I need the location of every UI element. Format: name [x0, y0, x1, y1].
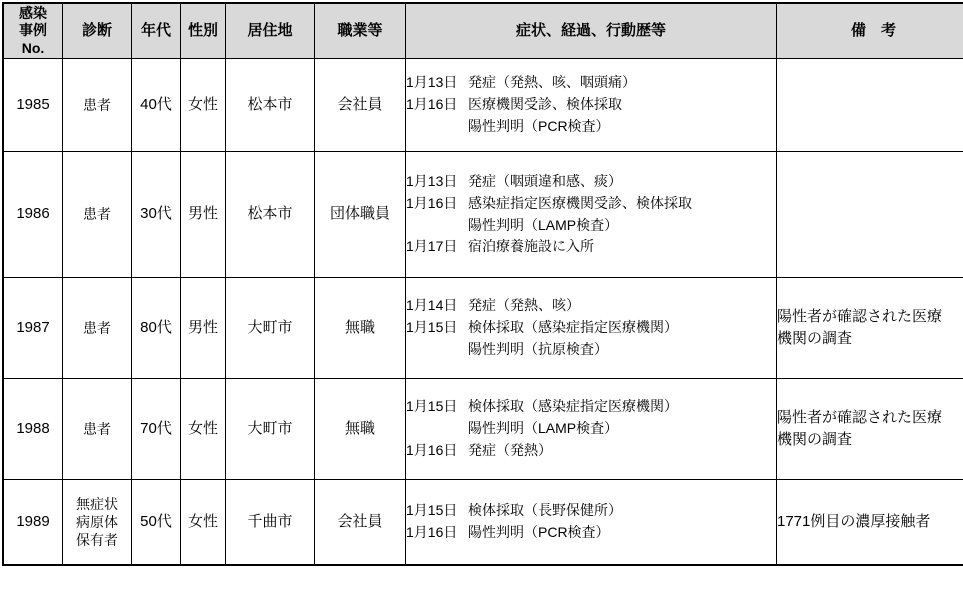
event-date: 1月15日	[406, 317, 468, 339]
diagnosis-line: 患者	[63, 319, 131, 337]
note-line: 機関の調査	[777, 429, 963, 452]
cell-residence: 千曲市	[226, 480, 315, 566]
event-line	[406, 72, 776, 94]
event-date: 1月16日	[406, 440, 468, 462]
event-date: 1月15日	[406, 500, 468, 522]
event-line	[406, 116, 776, 138]
case-table-sheet	[0, 2, 963, 594]
event-date: 1月14日	[406, 295, 468, 317]
cell-age: 40代	[132, 59, 181, 152]
table-row	[3, 59, 963, 152]
cell-residence: 松本市	[226, 59, 315, 152]
event-date: 1月16日	[406, 94, 468, 116]
event-text: 検体採取（感染症指定医療機関）	[468, 317, 678, 339]
cell-notes	[777, 278, 963, 379]
event-line	[406, 94, 776, 116]
diagnosis-line: 病原体	[63, 513, 131, 531]
diagnosis-line: 患者	[63, 420, 131, 438]
cell-diagnosis	[63, 59, 132, 152]
table-row	[3, 152, 963, 278]
event-text: 陽性判明（抗原検査）	[468, 339, 608, 361]
cell-case-no: 1987	[3, 278, 63, 379]
table-row	[3, 480, 963, 566]
cell-sex: 男性	[181, 278, 226, 379]
diagnosis-line: 保有者	[63, 531, 131, 549]
event-text: 陽性判明（PCR検査）	[468, 116, 610, 138]
event-line	[406, 295, 776, 317]
event-date: 1月16日	[406, 522, 468, 544]
diagnosis-line: 無症状	[63, 495, 131, 513]
cell-occupation: 無職	[315, 379, 406, 480]
cell-symptoms	[406, 59, 777, 152]
column-header-case-no-line1: 感染	[4, 5, 62, 23]
event-text: 宿泊療養施設に入所	[468, 236, 594, 258]
cell-age: 30代	[132, 152, 181, 278]
event-line	[406, 317, 776, 339]
note-line: 1771例目の濃厚接触者	[777, 511, 963, 534]
note-line: 陽性者が確認された医療	[777, 407, 963, 430]
cell-sex: 女性	[181, 480, 226, 566]
event-date: 1月13日	[406, 171, 468, 193]
cell-case-no: 1988	[3, 379, 63, 480]
column-header-occupation: 職業等	[315, 3, 406, 59]
event-date: 1月13日	[406, 72, 468, 94]
event-text: 陽性判明（PCR検査）	[468, 522, 610, 544]
cell-case-no: 1986	[3, 152, 63, 278]
cell-age: 50代	[132, 480, 181, 566]
cell-diagnosis	[63, 278, 132, 379]
note-line: 機関の調査	[777, 328, 963, 351]
event-line	[406, 396, 776, 418]
diagnosis-line: 患者	[63, 96, 131, 114]
cell-occupation: 会社員	[315, 480, 406, 566]
column-header-case-no-line3: No.	[4, 40, 62, 58]
event-line	[406, 522, 776, 544]
event-line	[406, 440, 776, 462]
cell-diagnosis	[63, 379, 132, 480]
cell-residence: 大町市	[226, 278, 315, 379]
table-row	[3, 278, 963, 379]
event-line	[406, 171, 776, 193]
table-header-row	[3, 3, 963, 59]
diagnosis-line: 患者	[63, 205, 131, 223]
event-line	[406, 500, 776, 522]
event-line	[406, 236, 776, 258]
column-header-sex: 性別	[181, 3, 226, 59]
cell-case-no: 1985	[3, 59, 63, 152]
column-header-residence: 居住地	[226, 3, 315, 59]
cell-notes	[777, 480, 963, 566]
event-text: 発症（咽頭違和感、痰）	[468, 171, 622, 193]
event-text: 医療機関受診、検体採取	[468, 94, 622, 116]
event-date: 1月16日	[406, 193, 468, 215]
table-header	[3, 3, 963, 59]
cell-symptoms	[406, 480, 777, 566]
event-text: 発症（発熱、咳、咽頭痛）	[468, 72, 636, 94]
column-header-symptoms: 症状、経過、行動歴等	[406, 3, 777, 59]
column-header-case-no-line2: 事例	[4, 22, 62, 40]
event-text: 検体採取（長野保健所）	[468, 500, 622, 522]
cell-diagnosis	[63, 480, 132, 566]
event-text: 陽性判明（LAMP検査）	[468, 418, 618, 440]
note-line: 陽性者が確認された医療	[777, 306, 963, 329]
cell-residence: 松本市	[226, 152, 315, 278]
cell-diagnosis	[63, 152, 132, 278]
cell-sex: 女性	[181, 379, 226, 480]
column-header-age: 年代	[132, 3, 181, 59]
event-line	[406, 193, 776, 215]
column-header-notes: 備 考	[777, 3, 963, 59]
event-date: 1月17日	[406, 236, 468, 258]
event-line	[406, 215, 776, 237]
cell-notes	[777, 152, 963, 278]
covid-case-table	[2, 2, 963, 566]
cell-symptoms	[406, 152, 777, 278]
column-header-case-no	[3, 3, 63, 59]
cell-occupation: 団体職員	[315, 152, 406, 278]
cell-sex: 女性	[181, 59, 226, 152]
cell-occupation: 会社員	[315, 59, 406, 152]
table-row	[3, 379, 963, 480]
cell-sex: 男性	[181, 152, 226, 278]
event-text: 発症（発熱）	[468, 440, 552, 462]
table-body	[3, 59, 963, 566]
cell-age: 80代	[132, 278, 181, 379]
cell-case-no: 1989	[3, 480, 63, 566]
cell-residence: 大町市	[226, 379, 315, 480]
column-header-diagnosis: 診断	[63, 3, 132, 59]
event-date: 1月15日	[406, 396, 468, 418]
cell-notes	[777, 59, 963, 152]
event-line	[406, 418, 776, 440]
event-text: 発症（発熱、咳）	[468, 295, 580, 317]
cell-occupation: 無職	[315, 278, 406, 379]
event-text: 検体採取（感染症指定医療機関）	[468, 396, 678, 418]
cell-symptoms	[406, 278, 777, 379]
event-text: 感染症指定医療機関受診、検体採取	[468, 193, 692, 215]
cell-notes	[777, 379, 963, 480]
cell-symptoms	[406, 379, 777, 480]
event-line	[406, 339, 776, 361]
cell-age: 70代	[132, 379, 181, 480]
event-text: 陽性判明（LAMP検査）	[468, 215, 618, 237]
